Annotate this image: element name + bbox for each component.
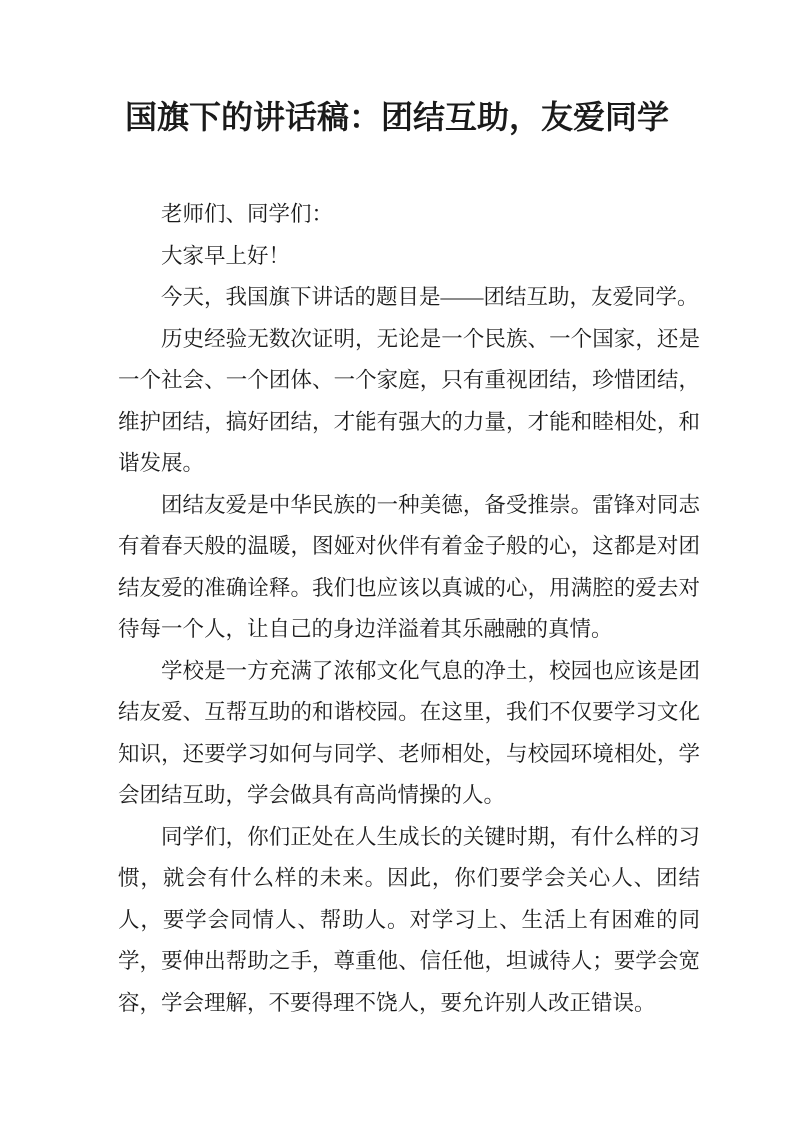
document-title: 国旗下的讲话稿：团结互助，友爱同学	[124, 99, 669, 135]
paragraph-greeting: 大家早上好！	[161, 243, 291, 268]
paragraph-school-harmony: 学校是一方充满了浓郁文化气息的净土，校园也应该是团结友爱、互帮互助的和谐校园。在这里，我们不仅要学习文化知识，还要学习如何与同学、老师相处，与校园环境相处，学会团结互助，学会做具有高尚情操的人。	[118, 658, 700, 807]
paragraph-unity-virtue: 团结友爱是中华民族的一种美德，备受推崇。雷锋对同志有着春天般的温暖，图娅对伙伴有着金子般的心，这都是对团结友爱的准确诠释。我们也应该以真诚的心，用满腔的爱去对待每一个人，让自己的身边洋溢着其乐融融的真情。	[118, 492, 700, 641]
paragraph-unity-importance: 历史经验无数次证明，无论是一个民族、一个国家，还是一个社会、一个团体、一个家庭，只有重视团结，珍惜团结，维护团结，搞好团结，才能有强大的力量，才能和睦相处，和谐发展。	[118, 326, 700, 475]
document-body	[118, 139, 700, 1024]
paragraph-salutation: 老师们、同学们：	[161, 202, 334, 226]
paragraph-topic-intro: 今天，我国旗下讲话的题目是——团结互助，友爱同学。	[161, 285, 699, 309]
paragraph-advice: 同学们，你们正处在人生成长的关键时期，有什么样的习惯，就会有什么样的未来。因此，你们要学会关心人、团结人，要学会同情人、帮助人。对学习上、生活上有困难的同学，要伸出帮助之手，尊重他、信任他，坦诚待人；要学会宽容，学会理解，不要得理不饶人，要允许别人改正错误。	[118, 824, 700, 1015]
